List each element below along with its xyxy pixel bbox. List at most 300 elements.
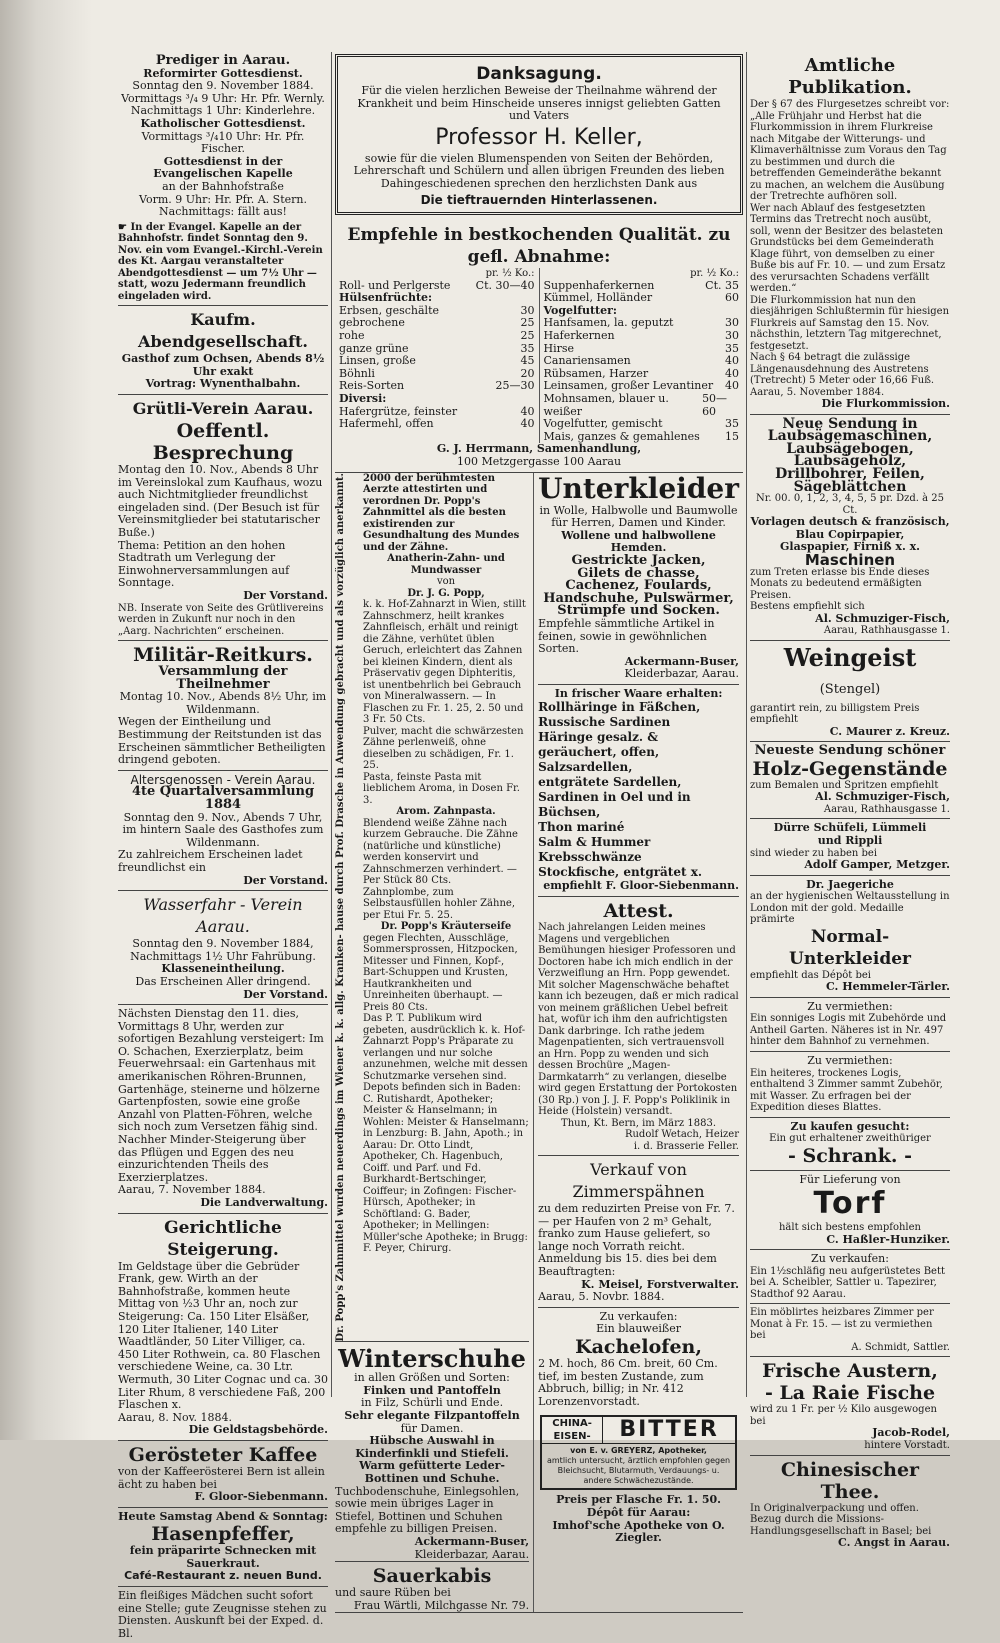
price-item-value: 35	[520, 341, 535, 355]
ad-signature: C. Maurer z. Kreuz.	[829, 724, 950, 738]
thee-ad	[750, 1456, 950, 1553]
price-item-value: 40	[520, 417, 535, 431]
holz-ad	[750, 742, 950, 819]
weingeist-ad	[750, 641, 950, 743]
ad-subtitle: Dr. Popp's Kräuterseife	[380, 921, 512, 933]
ad-subtitle: Sehr elegante Filzpantoffeln	[344, 1408, 520, 1422]
ad-title: Normal-Unterkleider	[789, 926, 911, 969]
zimmer-ad	[538, 1156, 739, 1308]
ad-body: Montag 10. Nov., Abends 8½ Uhr, im Wildenmann.	[119, 690, 327, 716]
ad-address: Aarau, Rathhausgasse 1.	[823, 803, 950, 815]
price-item-value: 25	[520, 316, 535, 330]
text-line: Wollene und halbwollene Hemden.	[561, 528, 716, 555]
text-line: Nr. 00. 0, 1, 2, 3, 4, 5, 5 pr. Dzd. à 25 Ct.	[755, 493, 945, 516]
ad-address: Kleiderbazar, Aarau.	[624, 667, 739, 681]
ad-body: von der Kaffeerösterei Bern ist allein ächt zu haben bei	[118, 1464, 325, 1491]
ad-headline: Zu vermiethen:	[807, 1053, 893, 1067]
ad-headline: Zu vermiethen:	[807, 999, 893, 1013]
ad-body: an der hygienischen Weltausstellung in London mit der gold. Medaille prämirte	[750, 891, 950, 926]
ad-title: Wasserfahr - Verein Aarau.	[143, 895, 303, 937]
ad-subtitle: Anatherin-Zahn- und Mundwasser	[387, 553, 505, 576]
ad-body: 2 M. hoch, 86 Cm. breit, 60 Cm. tief, im besten Zustande, zum Abbruch, billig; in Nr. 412 Lorenzenvorstadt.	[538, 1357, 718, 1408]
ad-signature: Imhof'sche Apotheke von O. Ziegler.	[552, 1518, 725, 1545]
fisch-item: Salm & Hummer	[538, 835, 651, 850]
ad-title: Grütli-Verein Aarau.	[132, 399, 314, 418]
price-item-value: 25—30	[495, 379, 535, 393]
price-item-name: Reis-Sorten	[339, 379, 405, 393]
price-item-name: Rübsamen, Harzer	[543, 366, 649, 380]
ad-body: Ein sonniges Logis mit Zubehörde und Antheil Garten. Näheres ist in Nr. 497 hinter dem Bahnhof zu vernehmen.	[750, 1013, 947, 1048]
price-item-name: Linsen, große	[339, 354, 416, 368]
fisch-ad	[538, 685, 739, 897]
fisch-item: Rollhäringe in Fäßchen,	[538, 700, 701, 715]
amtlich-ad	[750, 52, 950, 415]
ad-body: Ein möblirtes heizbares Zimmer per Monat à Fr. 15. — ist zu vermiethen bei	[750, 1307, 934, 1342]
ad-body: Montag den 10. Nov., Abends 8 Uhr im Vereinslokal zum Kaufhaus, wozu auch Nichtmitglieder freundlichst eingeladen sind. (Der Besuch ist für Vereinsmitglieder bei statutarischer Buße.)	[118, 463, 323, 539]
ad-title: Gerichtliche Steigerung.	[164, 1217, 282, 1260]
ad-body: Für die vielen herzlichen Beweise der Theilnahme während der Krankheit und beim Hinscheide unseres innigst geliebten Gatten und Vaters	[357, 84, 721, 123]
ad-body: Zahnplombe, zum Selbstausfüllen hohler Zähne, per Etui Fr. 5. 25.	[363, 886, 515, 921]
gericht-ad	[118, 1214, 328, 1441]
ad-signature: K. Meisel, Forstverwalter.	[581, 1277, 739, 1291]
jaeger-ad	[750, 876, 950, 998]
ad-title: Torf	[813, 1186, 887, 1222]
ad-body: Nach § 64 betragt die zulässige Längenausdehnung des Austretens (Tretrecht) 5 Meter oder 16,66 Fuß.	[750, 352, 935, 386]
text-line: Dépôt für Aarau:	[586, 1505, 691, 1519]
fisch-item: Salzsardellen,	[538, 760, 633, 775]
ad-title: - Schrank. -	[787, 1144, 913, 1167]
laubsaege-ad	[750, 415, 950, 641]
ad-body: hält sich bestens empfohlen	[778, 1222, 921, 1234]
ad-body: Pasta, feinste Pasta mit lieblichem Aroma, in Dosen Fr. 3.	[363, 771, 520, 806]
ad-body: Empfehle sämmtliche Artikel in feinen, sowie in gewöhnlichen Sorten.	[538, 616, 715, 656]
ad-body: Tuchbodenschuhe, Einlegsohlen, sowie mein übriges Lager in Stiefel, Bottinen und Schuhen empfehle zu billigen Preisen.	[335, 1484, 520, 1536]
ad-address: Kleiderbazar, Aarau.	[414, 1547, 530, 1561]
ad-subtitle: Dr. J. G. Popp,	[407, 587, 485, 599]
ad-signature: empfiehlt F. Gloor-Siebenmann.	[543, 879, 739, 893]
ad-signature: Adolf Gamper, Metzger.	[804, 858, 950, 872]
text-line: EISEN-	[553, 1431, 591, 1443]
ad-body: garantirt rein, zu billigstem Preis empfiehlt	[750, 702, 920, 726]
ad-body: Blendend weiße Zähne nach kurzem Gebrauche. Die Zähne (natürliche und künstliche) werden konservirt und Zahnschmerzen verhindert. — Per Stück 80 Cts.	[363, 817, 518, 887]
kachel-ad	[538, 1308, 739, 1412]
ad-signature: A. Schmidt, Sattler.	[851, 1341, 950, 1353]
column-rule	[746, 52, 747, 1397]
evangelical-service-heading: Gottesdienst in der Evangelischen Kapelle	[153, 154, 293, 181]
ad-address: 100 Metzgergasse 100 Aarau	[456, 454, 622, 468]
text-line: Gilets de chasse,	[577, 565, 700, 581]
price-item-name: Hafergrütze, feinster	[339, 404, 458, 418]
ad-body: zum Treten erlasse bis Ende dieses Monats zu bedeutend ermäßigten Preisen.	[750, 566, 930, 601]
price-item-name: Diversi:	[339, 392, 387, 405]
price-list-left	[335, 268, 539, 443]
attest-ad	[538, 897, 739, 1156]
price-item-name: Roll- und Perlgerste	[339, 278, 451, 292]
price-item-value: 40	[520, 404, 535, 418]
ad-address: Aarau, Rathhausgasse 1.	[823, 625, 950, 637]
popp-vertical-text	[335, 473, 359, 1342]
fisch-list	[538, 700, 739, 880]
ad-date: Aarau, 5. November 1884.	[750, 386, 885, 398]
ad-body: sind wieder zu haben bei	[750, 847, 878, 859]
popp-ad	[335, 473, 529, 1342]
ad-signature: Der Vorstand.	[243, 987, 328, 1001]
price-item-value: 40	[725, 354, 739, 368]
ad-title: Neueste Sendung schöner	[754, 743, 946, 759]
price-list	[335, 268, 743, 443]
ad-title: Neue Sendung in	[782, 415, 918, 432]
text-line: Sonntag den 9. November 1884.	[132, 79, 314, 93]
ad-subtitle: Klasseneintheilung.	[161, 962, 285, 976]
text-line: Gestrickte Jacken,	[571, 552, 706, 568]
ad-body: Zu zahlreichem Erscheinen ladet freundlichst ein	[118, 848, 303, 874]
ad-title: Sauerkabis	[372, 1565, 492, 1588]
ad-body: Das P. T. Publikum wird gebeten, ausdrücklich k. k. Hof-Zahnarzt Popp's Präparate zu verlangen und nur solche anzunehmen, welche mit dessen Schutzmarke versehen sind.	[363, 1013, 528, 1082]
ad-signature: Ackermann-Buser,	[414, 1534, 530, 1548]
ad-headline: Für Lieferung von	[799, 1172, 901, 1186]
ad-title: Dürre Schüfeli, Lümmeli	[773, 821, 927, 835]
vertical-line: Dr. Popp's Zahnmittel wurden neuerdings im Wiener k. k. allg. Kranken-	[335, 933, 346, 1342]
schuefeli-ad	[750, 819, 950, 875]
ad-signature: i. d. Brasserie Feller.	[633, 1140, 739, 1152]
text-line: Cachenez, Foulards,	[565, 578, 712, 594]
ad-subtitle: Arom. Zahnpasta.	[396, 806, 496, 818]
ad-signature: Jacob-Rodel,	[872, 1426, 950, 1440]
price-item-value: 60	[725, 291, 739, 305]
ad-headline: Zu verkaufen:	[599, 1309, 678, 1323]
maedchen-ad	[118, 1587, 328, 1643]
text-line: für Damen.	[400, 1421, 464, 1435]
ad-note: NB. Inserate von Seite des Grütlivereins werden in Zukunft nur noch in den „Aarg. Nachrichten“ erscheinen.	[118, 602, 324, 637]
ad-headline: 2000 der berühmtesten Aerzte attestirten und verordnen Dr. Popp's Zahnmittel als die besten existirenden zur Gesundhaltung des Mundes und der Zähne.	[363, 472, 520, 553]
logis2-ad	[750, 1052, 950, 1118]
ad-title-suffix: (Stengel)	[819, 681, 881, 697]
fisch-item: Sardinen in Oel und in Büchsen,	[538, 790, 691, 820]
price-item-name: gebrochene	[339, 316, 405, 330]
ad-title: und Rippli	[817, 834, 883, 847]
ad-body: Wegen der Eintheilung und Bestimmung der Reitstunden ist das Erscheinen sämmtlicher Betheiligten dringend geboten.	[118, 715, 326, 767]
price-row	[339, 292, 535, 305]
text-line: Heute Samstag Abend & Sonntag:	[118, 1509, 328, 1523]
ad-signature: Die tieftrauernden Hinterlassenen.	[420, 192, 658, 207]
ad-body: wird zu 1 Fr. per ½ Kilo ausgewogen bei	[750, 1404, 937, 1427]
ad-title: Laubsägebogen,	[786, 440, 914, 457]
price-item-value: 35	[725, 341, 739, 355]
alters-ad	[118, 771, 328, 891]
price-item-name: Vogelfutter, gemischt	[543, 417, 663, 431]
hasen-ad	[118, 1508, 328, 1587]
ad-title: Sägeblättchen	[793, 478, 907, 495]
unit-label: pr. ½ Ko.:	[485, 268, 535, 280]
text-line: Vortrag: Wynenthalbahn.	[145, 377, 301, 391]
text-line: fein präparirte Schnecken mit Sauerkraut.	[129, 1544, 317, 1570]
popp-column	[335, 473, 533, 1613]
vertical-line: hause durch Prof. Drasche in Anwendung gebracht und als vorzüglich anerkannt.	[335, 472, 346, 931]
ad-signature: F. Gloor-Siebenmann.	[194, 1490, 328, 1504]
price-item-value: 45	[520, 354, 535, 368]
price-item-value: 30	[725, 329, 739, 343]
price-row	[544, 292, 740, 305]
price-item-name: ganze grüne	[339, 341, 409, 355]
price-item-value: 20	[520, 366, 535, 380]
ad-signature: Frau Wärtli, Milchgasse Nr. 79.	[353, 1598, 530, 1612]
ad-title: Kachelofen,	[575, 1336, 702, 1358]
price-row	[544, 418, 740, 431]
ad-signature: C. Haßler-Hunziker.	[826, 1232, 950, 1246]
thanks-box	[335, 54, 743, 215]
evening-service-note: ☛ In der Evangel. Kapelle an der Bahnhofstr. findet Sonntag den 9. Nov. ein vom Evangel.-Kirchl.-Verein des Kt. Aargau veranstalteter Abendgottesdienst — um 7½ Uhr — statt, wozu Jedermann freundlich eingeladen wird.	[118, 221, 323, 302]
price-item-name: Kümmel, Holländer	[543, 291, 653, 305]
middle-right-column	[533, 473, 743, 1613]
ad-headline: In frischer Waare erhalten:	[554, 686, 723, 700]
ad-signature: G. J. Herrmann, Samenhandlung,	[436, 442, 642, 456]
china-bitter-header	[542, 1417, 735, 1443]
price-row	[544, 393, 740, 418]
text-line: Handschuhe, Pulswärmer,	[543, 590, 734, 606]
ad-title: Unterkleider	[538, 471, 739, 505]
ad-title: Empfehle in bestkochenden Qualität. zu gefl. Abnahme:	[347, 225, 731, 268]
text-line: Vorlagen deutsch & französisch,	[750, 515, 950, 529]
price-row	[339, 418, 535, 431]
ad-body: Thema: Petition an den hohen Stadtrath um Verlegung der Einwohnerversammlungen auf Sonntage.	[118, 538, 290, 590]
price-item-value: 30	[520, 303, 535, 317]
catholic-service-heading: Katholischer Gottesdienst.	[140, 116, 306, 130]
page-spine-shadow	[0, 0, 92, 1440]
text-line: Vormittags ³/₄ 9 Uhr: Hr. Pfr. Wernly.	[121, 91, 325, 105]
ad-title: Amtliche Publikation.	[788, 55, 912, 98]
ad-headline: Dr. Jaegeriche	[806, 877, 894, 891]
wasser-ad	[118, 891, 328, 1005]
ad-body: k. k. Hof-Zahnarzt in Wien, stillt Zahnschmerz, heilt krankes Zahnfleisch, erhält und reinigt die Zähne, verhütet üblen Geruch, erleichtert das Zahnen bei kleinen Kindern, dient als Präservativ gegen Diphteritis, ist unentbehrlich bei Gebrauch von Mineralwassern. — In Flaschen zu Fr. 1. 25, 2. 50 und 3 Fr. 50 Cts.	[363, 599, 526, 726]
china-bitter-title: BITTER	[619, 1417, 719, 1443]
price-item-name: Vogelfutter:	[543, 303, 617, 317]
ad-title: Winterschuhe	[338, 1344, 526, 1374]
ad-body: Sonntag den 9. November 1884, Nachmittags 1½ Uhr Fahrübung.	[130, 937, 316, 963]
ad-body: Nach jahrelangen Leiden meines Magens und vergeblichen Bemühungen hiesiger Professoren und Doctoren habe ich mich endlich in der Verzweiflung an Hrn. Popp gewendet. Mit solcher Magenschwäche behaftet kann ich bezeugen, daß er mich radical von meinem gräßlichen Uebel befreit hat, wofür ich ihm den aufrichtigsten Dank darbringe. Ich rathe jedem Magenpatienten, sich vertrauensvoll an Hrn. Popp zu wenden und sich dessen Brochüre „Magen-Darmkatarrh“ zu verlangen, dieselbe wird gegen Erstattung der Portokosten (30 Rp.) von J. J. F. Popp's Poliklinik in Heide (Holstein) versandt.	[538, 922, 739, 1118]
ad-body: Depots befinden sich in Baden: C. Rutishardt, Apotheker; Meister & Hanselmann; in Wohlen: Meister & Hanselmann; in Lenzburg: B. Jahn, Apoth.; in Aarau: Dr. Otto Lindt, Apotheker, Ch. Hagenbuch, Coiff. und Parf. und Fd. Burkhardt-Bertschinger, Coiffeur; in Zofingen: Fischer-Hürsch, Apotheker; in Schöftland: G. Bader, Apotheker; in Mellingen: Müller'sche Apotheke; in Brugg: F. Peyer, Chirurg.	[363, 1082, 529, 1255]
ad-title: Hasenpfeffer,	[151, 1523, 295, 1546]
price-item-value: 50—60	[702, 392, 728, 418]
ad-body: Wer nach Ablauf des festgesetzten Termins das Tretrecht noch ausübt, soll, wenn der Besitzer des belasteten Grundstücks bei dem Gemeinderath Klage führt, von demselben zu einer Buße bis auf Fr. 10. — und zum Ersatz des verursachten Schadens verfällt werden.“	[750, 202, 946, 294]
ad-title: Danksagung.	[476, 64, 602, 84]
price-item-name: Leinsamen, großer Levantiner	[543, 379, 714, 393]
text-line: Nachmittags 1 Uhr: Kinderlehre.	[130, 104, 316, 118]
price-item-name: Böhnli	[339, 366, 375, 380]
ad-title: Laubsägeholz,	[793, 453, 907, 470]
kaufm-ad	[118, 306, 328, 395]
ad-date: Aarau, 5. Novbr. 1884.	[538, 1290, 665, 1304]
fisch-item: Stockfische, entgrätet x.	[538, 865, 703, 880]
text-line: Warm gefütterte Leder-Bottinen und Schuhe.	[359, 1459, 505, 1485]
ad-body: sowie für die vielen Blumenspenden von Seiten der Behörden, Lehrerschaft und Schülern und allen übrigen Freunden des lieben Dahingeschiedenen sprechen den herzlichsten Dank aus	[353, 151, 725, 190]
kaffee-ad	[118, 1441, 328, 1508]
ad-subtitle: Oeffentl. Besprechung	[152, 420, 294, 464]
price-item-value: 15	[725, 429, 739, 443]
price-item-name: Suppenhaferkernen	[543, 278, 655, 292]
ad-body: Ein gut erhaltener zweithüriger	[769, 1133, 931, 1145]
ad-signature: Die Flurkommission.	[821, 397, 950, 410]
price-list-right	[539, 268, 744, 443]
ad-body: Im Geldstage über die Gebrüder Frank, gew. Wirth an der Bahnhofstraße, kommen heute Mittag von ½3 Uhr an, noch zur Steigerung: Ca. 150 Liter Elsäßer, 120 Liter Italiener, 140 Liter Waadtländer, 50 Liter Villiger, ca. 450 Liter Rothwein, ca. 80 Flaschen verschiedene Weine, ca. 30 Ltr. Wermuth, 30 Liter Cognac und ca. 30 Liter Rhum, 8 verschiedene Faß, 200 Flaschen x.	[118, 1259, 328, 1412]
ad-body: Ein fleißiges Mädchen sucht sofort eine Stelle; gute Zeugnisse stehen zu Diensten. Auskunft bei der Exped. d. Bl.	[118, 1589, 327, 1640]
ad-subtitle: Maschinen	[804, 550, 896, 569]
price-line: Preis per Flasche Fr. 1. 50.	[556, 1493, 721, 1507]
deceased-name: Professor H. Keller,	[435, 124, 643, 150]
ad-date: Aarau, 7. November 1884.	[118, 1183, 266, 1197]
ad-title: Gerösteter Kaffee	[128, 1443, 318, 1466]
ad-body: zum Bemalen und Spritzen empfiehlt	[750, 779, 939, 791]
empfehle-ad	[335, 221, 743, 472]
ad-signature: Rudolf Wetach, Heizer	[624, 1129, 739, 1141]
reformed-service-heading: Reformirter Gottesdienst.	[143, 66, 303, 80]
text-line: Blau Copirpapier,	[795, 527, 905, 541]
ad-title: Holz-Gegenstände	[752, 757, 948, 780]
ad-title: Altersgenossen - Verein Aarau.	[130, 772, 316, 787]
ad-body: In Originalverpackung und offen. Bezug durch die Missions-Handlungsgesellschaft in Basel; bei	[750, 1502, 932, 1537]
text-line: amtlich untersucht, ärztlich empfohlen gegen Bleichsucht, Blutarmuth, Verdauungs- u. andere Schwächezustände.	[546, 1456, 731, 1486]
ad-title: Attest.	[603, 900, 674, 923]
ad-signature: Der Vorstand.	[243, 588, 328, 602]
ad-signature: Café-Restaurant z. neuen Bund.	[124, 1569, 322, 1583]
landverwaltung-ad	[118, 1005, 328, 1214]
ad-headline: Zu verkaufen:	[811, 1252, 889, 1266]
text-line: von	[436, 576, 456, 588]
ad-signature: Al. Schmuziger-Fisch,	[815, 790, 950, 804]
column-right	[750, 52, 950, 1550]
text-line: Glaspapier, Firniß x. x.	[780, 540, 920, 554]
ad-date: Aarau, 8. Nov. 1884.	[118, 1410, 233, 1424]
price-item-value: 35	[725, 417, 739, 431]
ad-subtitle: Versammlung der Theilnehmer	[158, 664, 288, 692]
price-item-value: Ct. 35	[705, 278, 739, 292]
ad-title: Kaufm. Abendgesellschaft.	[138, 310, 308, 352]
price-row	[544, 330, 740, 343]
ad-title: Frische Austern,	[762, 1360, 938, 1383]
ad-body: Nächsten Dienstag den 11. dies, Vormittags 8 Uhr, werden zur sofortigen Bezahlung versteigert: Im O. Schachen, Exerzierplatz, beim Feuerwehrsaal: ein Gartenhaus mit amerikanischen Röhren-Brunnen, Gartenhäge, steinerne und hölzerne Gartenpfosten, sowie eine große Anzahl von Platten-Föhren, welche sich noch zum Versetzen fähig sind. Nachher Minder-Steigerung über das Pflügen und Eggen des neu einzurichtenden Theils des Exerzierplatzes.	[118, 1007, 324, 1184]
price-row	[339, 330, 535, 343]
ad-body: empfiehlt das Dépôt bei	[750, 969, 871, 981]
price-item-name: Canariensamen	[543, 354, 631, 368]
ad-title: Laubsägemaschinen,	[767, 428, 933, 445]
bett-ad	[750, 1250, 950, 1304]
price-item-value: 40	[725, 366, 739, 380]
zimmer-miete-ad	[750, 1304, 950, 1357]
price-item-value: 30	[725, 316, 739, 330]
china-bitter-sub	[542, 1443, 735, 1488]
price-row	[339, 317, 535, 330]
ad-body: Das Erscheinen Aller dringend.	[135, 974, 311, 988]
china-bitter-ad	[540, 1415, 737, 1490]
column-left	[118, 52, 328, 1640]
text-line: in Wolle, Halbwolle und Baumwolle für Herren, Damen und Kinder.	[539, 503, 738, 530]
text-line: Hübsche Auswahl in Kinderfinkli und Stiefeli.	[355, 1434, 509, 1460]
text-line: in Filz, Schürli und Ende.	[360, 1396, 504, 1410]
austern-ad	[750, 1357, 950, 1455]
china-bitter-left	[542, 1417, 603, 1443]
price-row	[544, 355, 740, 368]
text-line: von E. v. GREYERZ, Apotheker,	[570, 1446, 707, 1456]
ad-body: Ein heiteres, trockenes Logis, enthaltend 3 Zimmer sammt Zubehör, mit Wasser. Zu erfragen bei der Expedition dieses Blattes.	[750, 1067, 943, 1114]
text-line: in allen Größen und Sorten:	[354, 1371, 510, 1385]
price-item-name: Erbsen, geschälte	[339, 303, 440, 317]
ad-body: Pulver, macht die schwärzesten Zähne perlenweiß, ohne dieselben zu schädigen, Fr. 1. 25.	[363, 725, 524, 772]
ad-subtitle: Finken und Pantoffeln	[363, 1383, 501, 1397]
fisch-item: Russische Sardinen	[538, 715, 671, 730]
winter-ad	[335, 1341, 529, 1561]
ad-address: hintere Vorstadt.	[864, 1440, 950, 1452]
ad-subtitle: 4te Quartalversammlung 1884	[131, 784, 315, 812]
militaer-ad	[118, 641, 328, 771]
ad-title: Chinesischer Thee.	[780, 1458, 920, 1503]
ad-title: Militär-Reitkurs.	[133, 644, 313, 667]
price-item-name: Hanfsamen, la. geputzt	[543, 316, 674, 330]
ad-body: Sonntag den 9. Nov., Abends 7 Uhr, im hintern Saale des Gasthofes zum Wildenmann.	[122, 810, 324, 849]
logis-ad	[750, 998, 950, 1052]
ad-body: Ein 1½schläfig neu aufgerüstetes Bett bei A. Scheibler, Sattler u. Tapezirer, Stadthof 92 Aarau.	[750, 1265, 945, 1300]
column-middle	[335, 52, 743, 1612]
ad-body: zu dem reduzirten Preise von Fr. 7. — per Haufen von 2 m³ Gehalt, franko zum Hause geliefert, so lange noch Vorrath reicht. Anmeldung bis 15. dies bei dem Beauftragten:	[538, 1202, 735, 1279]
sauer-ad	[335, 1561, 529, 1612]
text-line: Ein blauweißer	[596, 1322, 681, 1336]
ad-headline: Zu kaufen gesucht:	[790, 1119, 910, 1133]
ad-body: Bestens empfiehlt sich	[750, 601, 865, 613]
fisch-item: Thon mariné	[538, 820, 625, 835]
price-item-name: Mais, ganzes & gemahlenes	[543, 429, 700, 443]
price-item-name: Hirse	[543, 341, 575, 355]
ad-body: und saure Rüben bei	[335, 1586, 451, 1600]
prediger-notice	[118, 52, 328, 306]
unit-label: pr. ½ Ko.:	[690, 268, 739, 280]
fisch-item: entgrätete Sardellen,	[538, 775, 682, 790]
text-line: Vormittags ³/₄10 Uhr: Hr. Pfr. Fischer.	[141, 129, 305, 156]
ad-body: Der § 67 des Flurgesetzes schreibt vor: „Alle Frühjahr und Herbst hat die Flurkommission in ihrem Flurkreise nach Mitgabe der Witterungs- und Klimaverhältnisse zum Voraus den Tag zu bestimmen und durch die betreffenden Gemeinderäthe bekannt zu machen, an welchem die Ausübung der Tretrechte aufhören soll.	[750, 99, 950, 202]
ad-signature: Al. Schmuziger-Fisch,	[815, 611, 950, 625]
text-line: an der Bahnhofstraße	[162, 179, 284, 193]
middle-split	[335, 473, 743, 1614]
price-item-name: Haferkernen	[543, 329, 615, 343]
price-row	[339, 355, 535, 368]
fisch-item: Häringe gesalz. & geräuchert, offen,	[538, 730, 660, 760]
ad-signature: C. Hemmeler-Tärler.	[826, 980, 950, 994]
text-line: Strümpfe und Socken.	[557, 603, 720, 619]
fisch-item: Krebsschwänze	[538, 850, 642, 865]
schrank-ad	[750, 1118, 950, 1171]
ad-title: Weingeist	[783, 642, 917, 672]
ad-signature: C. Angst in Aarau.	[838, 1536, 950, 1550]
ad-signature: Der Vorstand.	[243, 873, 328, 887]
price-row	[339, 393, 535, 406]
text-line: Vorm. 9 Uhr: Hr. Pfr. A. Stern.	[139, 192, 307, 206]
price-item-name: Hafermehl, offen	[339, 417, 434, 431]
column-rule	[331, 52, 332, 1397]
torf-ad	[750, 1171, 950, 1251]
unterkleider-ad	[538, 473, 739, 685]
ad-signature: Die Geldstagsbehörde.	[188, 1423, 328, 1437]
price-item-value: Ct. 30—40	[475, 278, 535, 292]
text-line: CHINA-	[552, 1418, 592, 1430]
popp-body	[359, 473, 529, 1342]
price-item-name: Hülsenfrüchte:	[339, 291, 433, 305]
price-item-name: rohe	[339, 329, 365, 343]
text-line: Nachmittags: fällt aus!	[159, 205, 287, 219]
gruetli-ad	[118, 395, 328, 641]
ad-signature: Ackermann-Buser,	[624, 654, 739, 668]
ad-signature: Die Landverwaltung.	[200, 1196, 328, 1209]
prediger-title: Prediger in Aarau.	[155, 53, 291, 68]
ad-body: Die Flurkommission hat nun den diesjährigen Schlußtermin für hiesigen Flurkreis auf Samstag den 15. Nov. nächsthin, letztern Tag mitgerechnet, festgesetzt.	[750, 294, 950, 352]
price-item-name: Mohnsamen, blauer u. weißer	[543, 392, 669, 418]
ad-title: Drillbohrer, Feilen,	[775, 465, 925, 482]
